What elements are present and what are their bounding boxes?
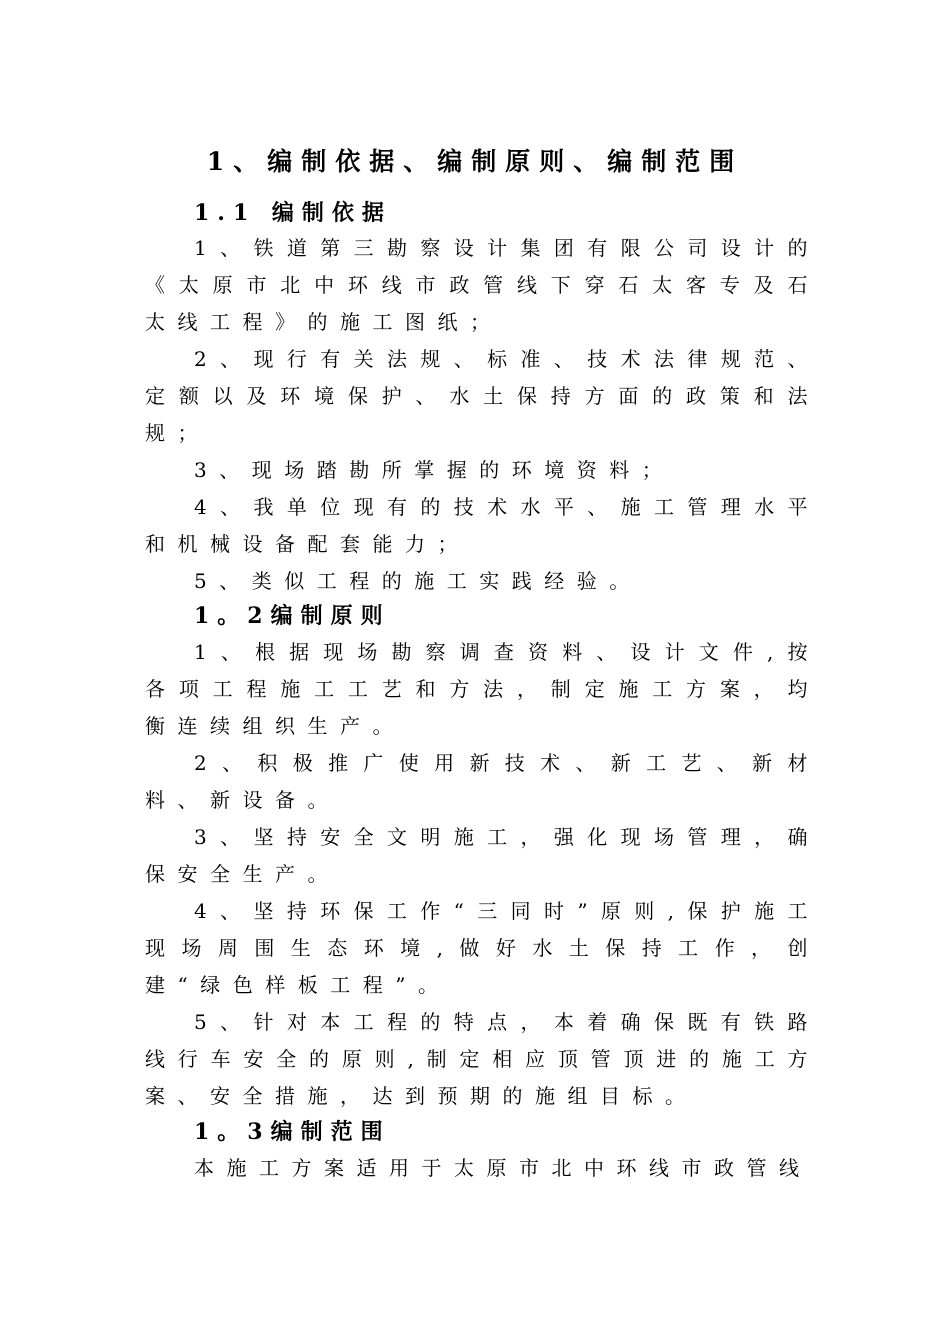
principle-item-4: 4、坚持环保工作“三同时”原则,保护施工现场周围生态环境,做好水土保持工作，创建“绿色样板工程”。 (145, 899, 820, 997)
section-heading-principles: 1。2编制原则 (194, 603, 391, 629)
scope-paragraph: 本施工方案适用于太原市北中环线市政管线 (194, 1156, 812, 1180)
principle-item-5: 5、针对本工程的特点，本着确保既有铁路线行车安全的原则,制定相应顶管顶进的施工方案、安全措施，达到预期的施组目标。 (145, 1010, 820, 1108)
section-heading-scope: 1。3编制范围 (194, 1119, 391, 1145)
principle-item-3: 3、坚持安全文明施工，强化现场管理，确保安全生产。 (145, 825, 820, 886)
document-title: 1、编制依据、编制原则、编制范围 (206, 147, 744, 176)
basis-item-4: 4、我单位现有的技术水平、施工管理水平和机械设备配套能力； (145, 495, 820, 556)
basis-item-1: 1、铁道第三勘察设计集团有限公司设计的《太原市北中环线市政管线下穿石太客专及石太线工程》的施工图纸； (145, 236, 820, 334)
basis-item-5: 5、类似工程的施工实践经验。 (194, 569, 642, 593)
principle-item-2: 2、积极推广使用新技术、新工艺、新材料、新设备。 (145, 751, 820, 812)
basis-item-3: 3、现场踏勘所掌握的环境资料； (194, 458, 675, 482)
basis-item-2: 2、现行有关法规、标准、技术法律规范、定额以及环境保护、水土保持方面的政策和法规； (145, 347, 820, 445)
section-heading-basis: 1.1 编制依据 (194, 200, 392, 226)
principle-item-1: 1、根据现场勘察调查资料、设计文件,按各项工程施工工艺和方法，制定施工方案，均衡连续组织生产。 (145, 640, 820, 738)
